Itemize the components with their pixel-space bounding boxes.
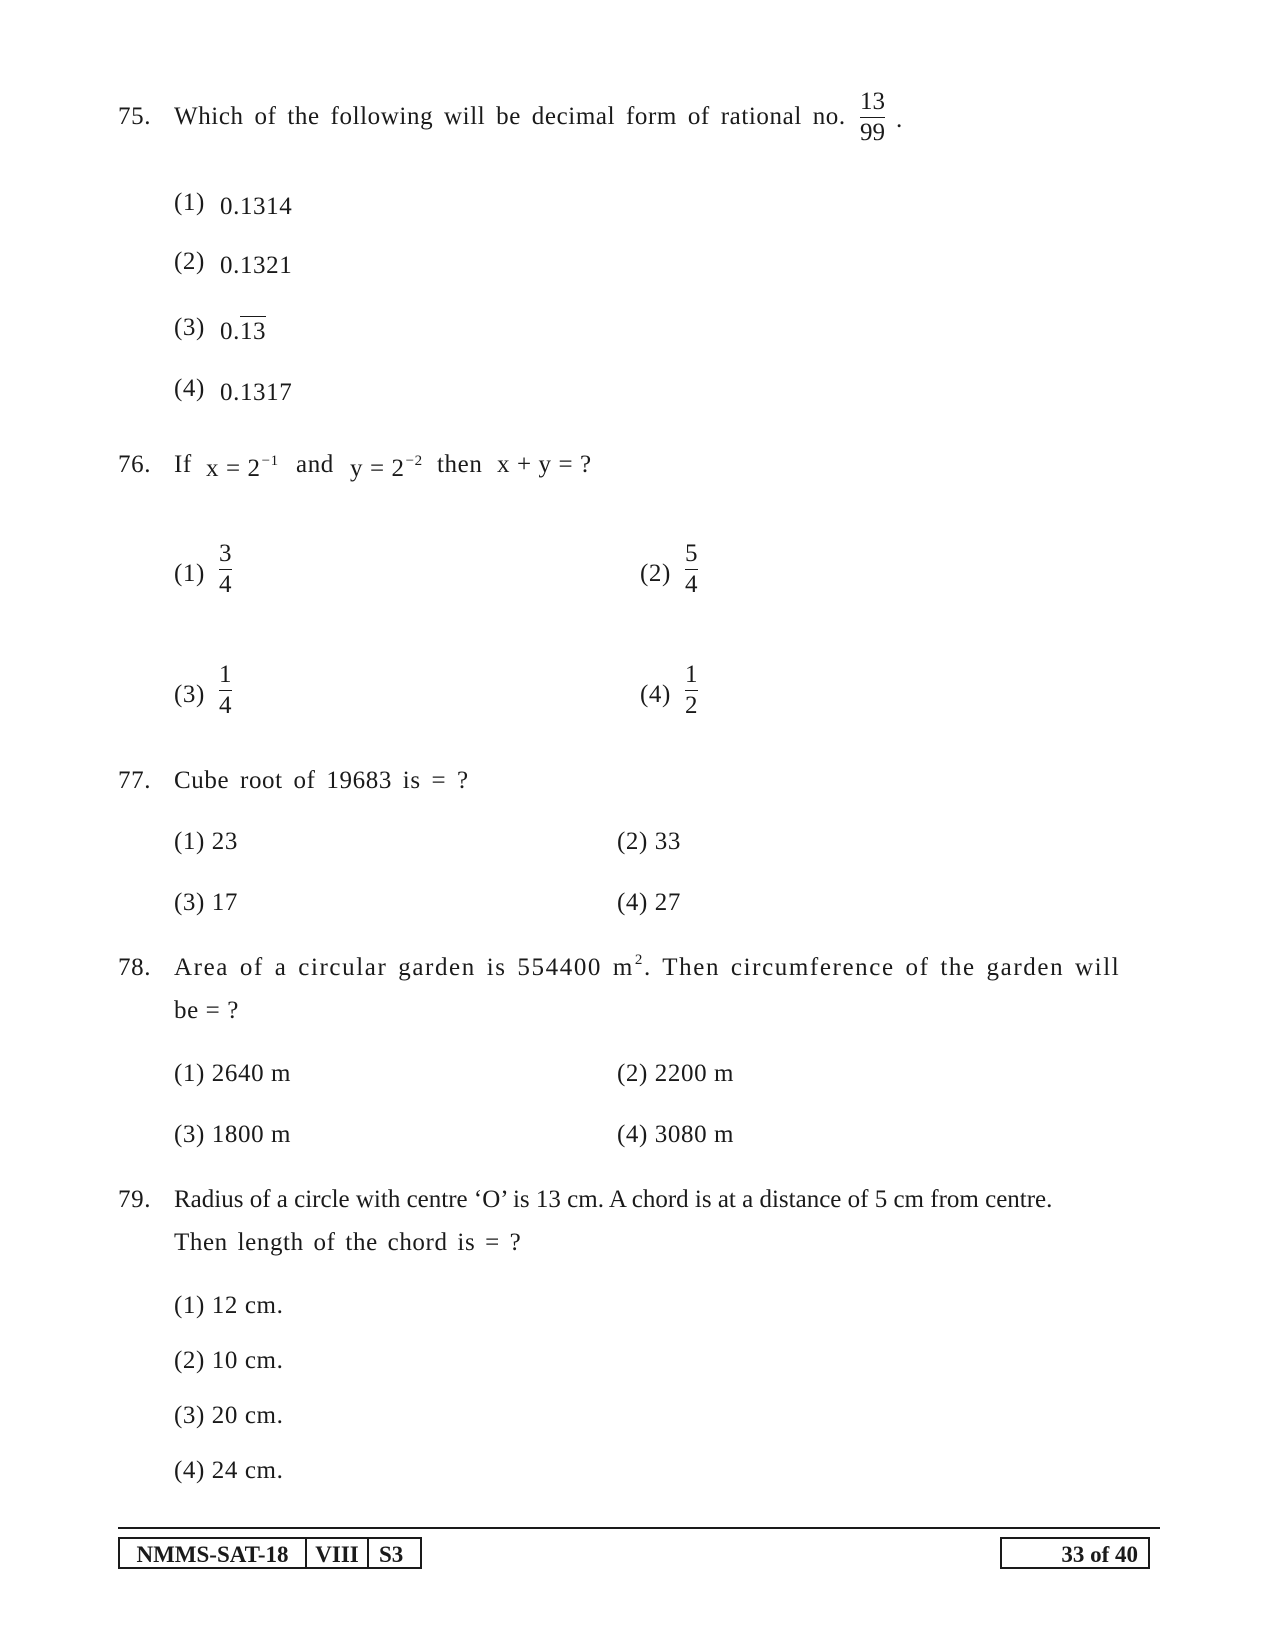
q77-text: Cube root of 19683 is = ? [174,767,469,794]
q79-option-1: (1) 12 cm. [174,1292,284,1319]
q78-option-2: (2) 2200 m [617,1060,735,1087]
footer-page-number: 33 of 40 [1000,1537,1150,1569]
q78-line-1: Area of a circular garden is 554400 $m^2$. Then circumference of the garden will [174,952,1121,981]
q78-option-4: (4) 3080 m [617,1121,735,1148]
q76-option-2-fraction: 5 4 [685,540,698,598]
q75-option-3-value: 0.13 [220,318,267,345]
q76-option-2-num: (2) [640,560,671,587]
q76-option-3-fraction: 1 4 [219,661,232,719]
q76-option-4-fraction: 1 2 [685,661,698,719]
q76-option-4-num: (4) [640,681,671,708]
q75-fraction [860,88,885,147]
q75-frac-numerator: 13 [860,88,885,115]
q78-number: 78. [118,954,152,981]
q77-option-3: (3) 17 [174,889,239,916]
repeating-bar: 13 [239,318,267,345]
footer-class: VIII [305,1537,369,1569]
q75-option-1-value: 0.1314 [220,193,293,220]
q77-option-1: (1) 23 [174,828,239,855]
q75-frac-denominator: 99 [860,119,885,146]
q77-option-2: (2) 33 [617,828,682,855]
q77-option-4: (4) 27 [617,889,682,916]
q75-text: Which of the following will be decimal form of rational no. [174,103,846,130]
footer-exam-code: NMMS-SAT-18 [118,1537,307,1569]
footer-rule [118,1527,1160,1529]
q75-option-4-value: 0.1317 [220,379,293,406]
q75-number: 75. [118,103,152,130]
q79-line-2: Then length of the chord is = ? [174,1229,522,1256]
footer-set: S3 [367,1537,422,1569]
q76-option-1-num: (1) [174,560,205,587]
q76-y-expr: $y = 2^{-2}$ [350,453,423,482]
q75-option-2-value: 0.1321 [220,252,293,279]
q76-option-3-num: (3) [174,681,205,708]
q76-sum: x + y = ? [497,451,592,478]
q79-option-3: (3) 20 cm. [174,1402,284,1429]
q76-option-1-fraction: 3 4 [219,540,232,598]
q78-option-3: (3) 1800 m [174,1121,292,1148]
q79-line-1: Radius of a circle with centre ‘O’ is 13 cm. A chord is at a distance of 5 cm from centre. [174,1186,1053,1213]
q76-number: 76. [118,451,152,478]
q76-then: then [437,451,483,478]
q77-number: 77. [118,767,152,794]
q75-option-2-num: (2) [174,248,205,275]
q76-x-expr: $x = 2^{-1}$ [206,453,279,482]
q79-option-4: (4) 24 cm. [174,1457,284,1484]
q76-and: and [296,451,334,478]
q79-number: 79. [118,1186,152,1213]
q75-option-1-num: (1) [174,189,205,216]
q78-line-2: be = ? [174,997,239,1024]
q75-end-period: . [896,106,903,133]
q75-option-3-num: (3) [174,314,205,341]
q78-option-1: (1) 2640 m [174,1060,292,1087]
q76-if: If [174,451,192,478]
q79-option-2: (2) 10 cm. [174,1347,284,1374]
q75-option-4-num: (4) [174,375,205,402]
